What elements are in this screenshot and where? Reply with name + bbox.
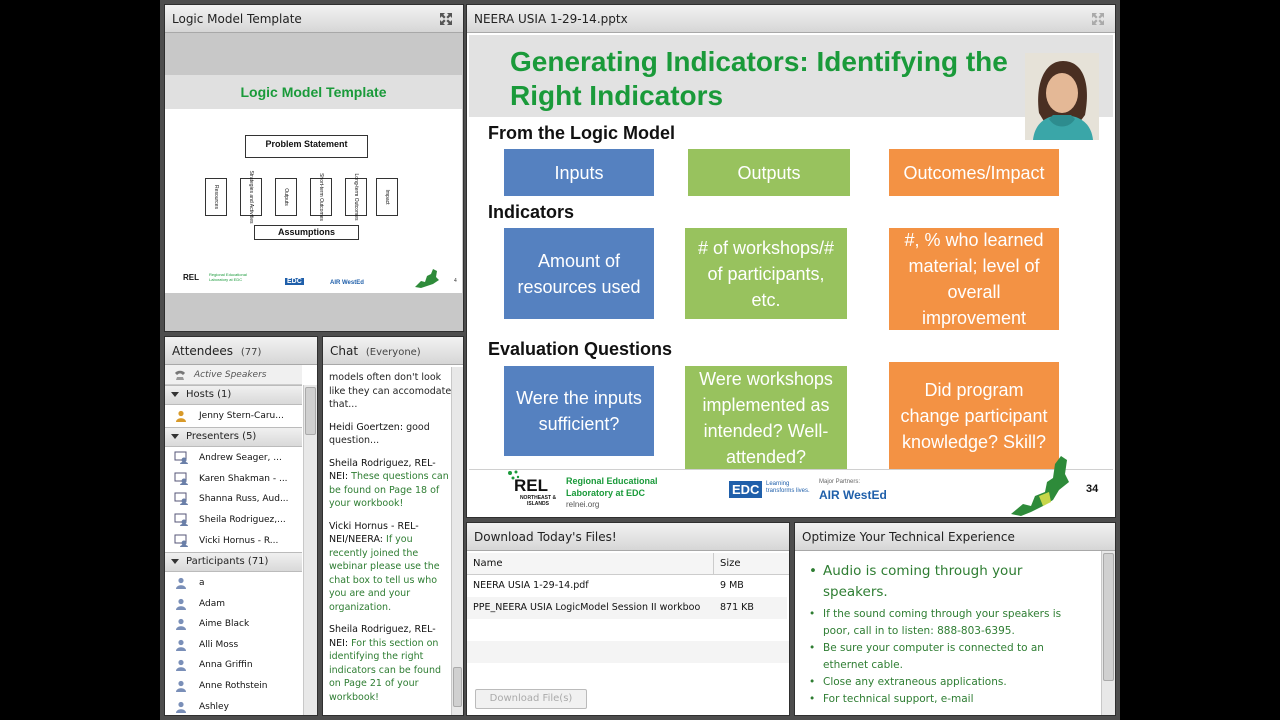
presenters-group-label: Presenters (5) [186,431,257,442]
attendees-scrollbar[interactable] [303,385,317,715]
chat-message-text: good question... [329,421,430,446]
logic-column-label: Impact [384,189,390,205]
presentation-pod [466,4,1116,518]
files-pod [466,522,790,716]
optimize-pod [794,522,1116,716]
assumptions-box: Assumptions [254,225,359,240]
card-learned-material: #, % who learned material; level of overall improvement [889,228,1059,330]
attendee-name: Karen Shakman - ... [199,474,288,484]
collapse-triangle-icon [171,434,179,439]
new-england-map-icon [1009,452,1071,518]
edc-logo: EDC [729,481,762,498]
chat-message-author: Heidi Goertzen: [329,421,404,433]
presenter-icon [174,513,188,526]
presenter-icon [174,451,188,464]
optimize-item: • For technical support, e-mail [823,691,1088,708]
lm-footer-org: Regional Educational Laboratory at EDC [209,272,247,282]
attendees-scroll-thumb[interactable] [305,387,316,435]
active-speakers-row [165,365,302,385]
partners-logos: AIR WestEd [819,488,887,502]
file-row-empty [467,663,790,685]
attendee-name: Ashley [199,702,229,712]
card-inputs: Inputs [504,149,654,196]
lm-page-number: 4 [454,278,457,284]
chat-scroll-thumb[interactable] [453,667,462,707]
optimize-notes [795,551,1100,715]
logic-model-pod [164,4,464,332]
slide-canvas [469,35,1113,518]
edc-tagline: Learning transforms lives. [766,481,810,494]
file-size: 871 KB [720,602,754,613]
file-row[interactable] [467,575,787,597]
card-workshops-implemented: Were workshops implemented as intended? Well-attended? [685,366,847,469]
logic-column-impact [376,178,398,216]
collapse-triangle-icon [171,392,179,397]
logic-model-slide-titlebar [165,75,462,109]
attendees-pod [164,336,318,716]
optimize-scrollbar[interactable] [1101,551,1115,716]
attendee-name: Anne Rothstein [199,681,268,691]
chat-message-text: For this section on identifying the right indicators can be found on Page 21 of your workbook! [329,637,441,703]
webinar-room [160,0,1120,720]
attendees-count: (77) [240,347,262,358]
chat-message-author: Sheila Rodriguez, REL-NEI: [329,624,436,649]
file-name: PPE_NEERA USIA LogicModel Session II workboo [473,602,701,613]
file-name: NEERA USIA 1-29-14.pdf [473,580,589,591]
participant-person-icon [175,639,187,651]
attendee-participant[interactable] [165,697,302,716]
slide-title: Generating Indicators: Identifying the Right Indicators [510,46,1008,111]
attendee-participant[interactable] [165,635,302,655]
optimize-item: • If the sound coming through your speakers is poor, call in to listen: 888-803-6395. [823,606,1088,640]
attendee-presenter[interactable] [165,510,302,530]
expand-icon[interactable] [439,12,453,26]
attendee-presenter[interactable] [165,489,302,509]
section-evaluation-questions: Evaluation Questions [488,339,673,359]
optimize-title: Optimize Your Technical Experience [802,530,1015,544]
logic-model-slide-title: Logic Model Template [240,84,387,100]
presenters-group-header[interactable] [165,427,302,447]
attendee-participant[interactable] [165,573,302,593]
lm-footer-edc-logo: EDC [287,278,302,285]
chat-message [329,457,453,511]
participant-person-icon [175,701,187,713]
optimize-pod-header [795,523,1115,551]
file-size: 9 MB [720,580,744,591]
chat-message-text: If you recently joined the webinar please use the chat box to tell us who you are and your organization. [329,534,440,613]
lm-footer-map-icon [413,267,441,289]
attendee-participant[interactable] [165,594,302,614]
chat-message [329,421,453,448]
footer-org-line1: Regional Educational [566,476,658,486]
attendee-participant[interactable] [165,655,302,675]
optimize-item: • Be sure your computer is connected to an ethernet cable. [823,640,1088,674]
attendee-participant[interactable] [165,614,302,634]
participant-person-icon [175,577,187,589]
card-outputs: Outputs [688,149,850,196]
participants-group-header[interactable] [165,552,302,572]
download-files-button[interactable]: Download File(s) [475,689,587,709]
attendee-name: Sheila Rodriguez,... [199,515,286,525]
chat-message [329,623,453,704]
attendee-name: Vicki Hornus - R... [199,536,279,546]
logic-column-label: Strategies and Activities [248,170,254,224]
files-col-size[interactable]: Size [714,553,790,575]
chat-title: Chat [330,344,359,358]
logic-model-viewer [165,33,463,331]
rel-logo: REL [514,476,548,495]
participants-group-label: Participants (71) [186,556,269,567]
hosts-group-label: Hosts (1) [186,389,232,400]
chat-message-text: models often don't look like they can accomodate that... [329,372,452,410]
attendee-name: Jenny Stern-Caru... [199,411,284,421]
logic-column-label: Short-term Outcomes [318,173,324,221]
attendee-presenter[interactable] [165,531,302,551]
presentation-pod-header [467,5,1115,33]
partners-label: Major Partners: [819,479,861,485]
attendee-name: Adam [199,599,225,609]
slide-footer [469,469,1113,518]
attendee-participant[interactable] [165,676,302,696]
chat-scrollbar[interactable] [451,367,463,715]
participant-person-icon [175,659,187,671]
chat-message-author: Sheila Rodriguez, REL-NEI: [329,457,436,482]
optimize-item: • Close any extraneous applications. [823,674,1088,691]
chat-message-text: These questions can be found on Page 18 of your workbook! [329,471,449,509]
participant-person-icon [175,680,187,692]
attendee-name: Shanna Russ, Aud... [199,494,289,504]
chat-pod-header [323,337,463,365]
presenter-icon [174,472,188,485]
card-program-change: Did program change participant knowledge? Skill? [889,362,1059,469]
attendee-name: a [199,578,205,588]
attendee-name: Aime Black [199,619,250,629]
files-title: Download Today's Files! [474,530,617,544]
rel-logo-sub: NORTHEAST & ISLANDS [519,495,557,507]
participant-person-icon [175,598,187,610]
section-from-logic-model: From the Logic Model [488,123,675,143]
logic-column-short-term [310,173,332,221]
section-indicators: Indicators [488,202,575,222]
logic-model-pod-title: Logic Model Template [172,12,302,26]
attendee-name: Andrew Seager, ... [199,453,282,463]
card-inputs-sufficient: Were the inputs sufficient? [504,366,654,456]
attendee-host[interactable] [165,406,302,426]
presenter-icon [174,492,188,505]
chat-pod [322,336,464,716]
expand-icon[interactable] [1091,12,1105,26]
chat-message [329,371,453,412]
collapse-triangle-icon [171,559,179,564]
attendee-presenter[interactable] [165,469,302,489]
active-speakers-label: Active Speakers [194,370,267,380]
file-row[interactable] [467,597,787,619]
phone-icon [173,369,187,381]
slide-titlebar [469,35,1113,117]
logic-model-slide [165,75,462,293]
file-row-empty [467,641,790,663]
attendee-name: Anna Griffin [199,660,253,670]
chat-message [329,520,453,615]
lm-footer-rel-logo: REL [183,273,199,282]
chat-message-author: Vicki Hornus - REL-NEI/NEERA: [329,520,419,545]
attendees-pod-header [165,337,317,365]
files-col-name[interactable]: Name [467,553,714,575]
logic-column-label: Outputs [283,188,289,206]
logic-column-label: Resources [213,185,219,209]
logic-column-outputs [275,178,297,216]
attendees-title: Attendees [172,344,234,358]
host-person-icon [175,410,187,422]
footer-org-line2: Laboratory at EDC [566,488,646,498]
card-workshops-participants: # of workshops/# of participants, etc. [685,228,847,319]
optimize-scroll-thumb[interactable] [1103,553,1114,681]
file-row-empty [467,619,790,641]
logic-column-strategies [240,170,262,224]
attendee-name: Alli Moss [199,640,239,650]
participant-person-icon [175,618,187,630]
attendee-presenter[interactable] [165,448,302,468]
card-outcomes-impact: Outcomes/Impact [889,149,1059,196]
hosts-group-header[interactable] [165,385,302,405]
logic-column-resources [205,178,227,216]
presenter-photo [1025,53,1099,140]
lm-footer-partners: AIR WestEd [330,280,364,286]
presentation-pod-title: NEERA USIA 1-29-14.pptx [474,12,628,26]
chat-scope[interactable]: (Everyone) [365,347,421,358]
files-pod-header [467,523,789,551]
chat-messages [329,371,453,713]
logic-column-label: Long-term Outcomes [353,173,359,221]
slide-page-number: 34 [1086,483,1099,495]
logic-model-pod-header [165,5,463,33]
logic-column-long-term [345,173,367,221]
optimize-item: • Audio is coming through your speakers. [823,561,1073,603]
presenter-icon [174,534,188,547]
card-amount-resources: Amount of resources used [504,228,654,319]
footer-url: relnei.org [566,500,600,509]
problem-statement-box: Problem Statement [245,135,368,158]
